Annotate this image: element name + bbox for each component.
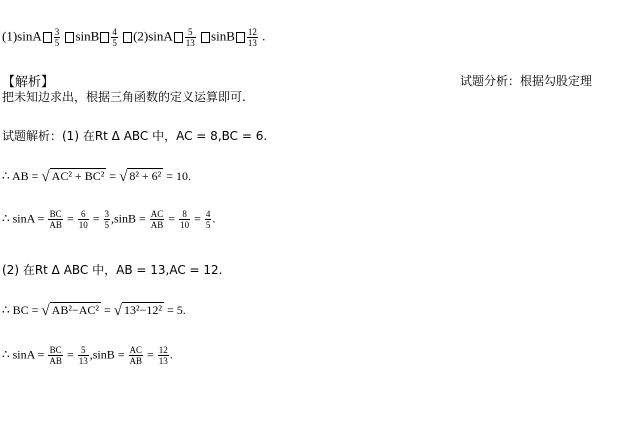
part1-sinb-label: sinB: [75, 28, 100, 44]
solution-line-bc: ∴ BC = √ AB²−AC² = √ 13²−12² = 5.: [2, 303, 186, 319]
fraction: $\frac{12}{13}$: [247, 27, 257, 48]
placeholder-box-icon: [236, 32, 245, 43]
placeholder-box-icon: [100, 32, 109, 43]
analysis-line2: 把未知边求出，根据三角函数的定义运算即可.: [2, 90, 246, 104]
part2-sinb-label: sinB: [211, 28, 235, 44]
placeholder-box-icon: [174, 32, 183, 43]
fraction: $\frac{3}{5}$: [104, 209, 109, 230]
fraction: $\frac{AC}{AB}$: [150, 209, 164, 230]
solution-intro: 试题解析：(1) 在Rt Δ ABC 中，AC = 8,BC = 6.: [2, 129, 268, 143]
fraction: $\frac{5}{13}$: [185, 27, 195, 48]
analysis-header: 【解析】: [2, 75, 55, 90]
solution-line-ab: ∴ AB = √ AC² + BC² = √ 8² + 6² = 10.: [2, 169, 192, 185]
placeholder-box-icon: [65, 32, 74, 43]
solution-part2-intro: (2) 在Rt Δ ABC 中，AB = 13,AC = 12.: [2, 263, 223, 277]
part2-label: (2)sinA: [133, 28, 173, 44]
placeholder-box-icon: [201, 32, 210, 43]
solution-line-sin2: ∴ sinA = $\frac{BC}{AB}$ = $\frac{5}{13}$ ,sinB = $\frac{AC}{AB}$ = $\frac{12}{13}$ .: [2, 345, 173, 366]
fraction: $\frac{6}{10}$: [78, 209, 88, 230]
fraction: $\frac{AC}{AB}$: [129, 345, 143, 366]
fraction: $\frac{BC}{AB}$: [49, 345, 62, 366]
placeholder-box-icon: [43, 32, 52, 43]
question-line: (1)sinA $\frac{3}{5}$ sinB $\frac{4}{5}$ (2)sinA $\frac{5}{13}$ sinB $\frac{12}{13}$ .: [2, 27, 266, 48]
fraction: $\frac{4}{5}$: [112, 27, 117, 48]
fraction: $\frac{4}{5}$: [205, 209, 211, 230]
fraction: $\frac{BC}{AB}$: [49, 209, 62, 230]
placeholder-box-icon: [123, 32, 132, 43]
fraction: $\frac{8}{10}$: [180, 209, 190, 230]
part1-label: (1)sinA: [2, 28, 42, 44]
fraction: $\frac{12}{13}$: [158, 345, 168, 366]
fraction: $\frac{5}{13}$: [78, 345, 88, 366]
solution-line-sin1: ∴ sinA = $\frac{BC}{AB}$ = $\frac{6}{10}$ = $\frac{3}{5}$ ,sinB = $\frac{AC}{AB}$ = $\frac{8}{10}$ = $\frac{4}{5}$ .: [2, 209, 216, 230]
analysis-right-text: 试题分析：根据勾股定理: [460, 74, 593, 88]
fraction: $\frac{3}{5}$: [54, 27, 60, 48]
